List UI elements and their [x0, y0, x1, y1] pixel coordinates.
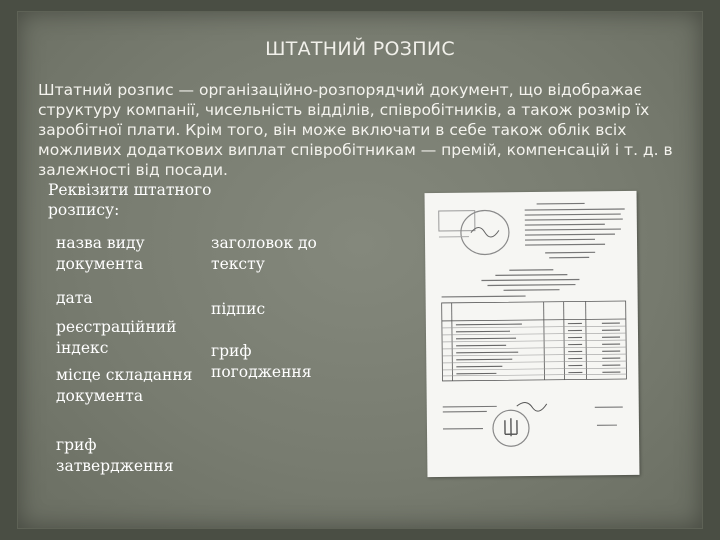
- requisite-date: дата: [56, 289, 93, 307]
- requisite-registration-index: реєстраційний індекс: [56, 318, 177, 357]
- staffing-document-image: [425, 191, 640, 477]
- trident-stamp-icon: [493, 410, 529, 446]
- requisite-agreement-stamp: гриф погодження: [211, 342, 312, 381]
- round-stamp-icon: [439, 210, 509, 255]
- requisite-approval-stamp: гриф затвердження: [56, 436, 174, 475]
- slide-title: ШТАТНИЙ РОЗПИС: [265, 38, 455, 60]
- requisite-document-type: назва виду документа: [56, 234, 145, 273]
- document-sketch: [425, 191, 640, 477]
- requisite-text-heading: заголовок до тексту: [211, 234, 317, 273]
- requisite-place-of-creation: місце складання документа: [56, 366, 193, 405]
- requisites-heading: Реквізити штатного розпису:: [48, 181, 212, 219]
- requisite-signature: підпис: [211, 300, 266, 318]
- intro-paragraph: Штатний розпис — організаційно-розпорядчий документ, що відображає структуру компанії, чисельність відділів, співробітників, а також розмір їх заробітної плати. Крім того, він може включати в себе також облік всіх можливих додаткових виплат співробітникам — премій, компенсацій і т. д. в залежності від посади.: [38, 81, 673, 179]
